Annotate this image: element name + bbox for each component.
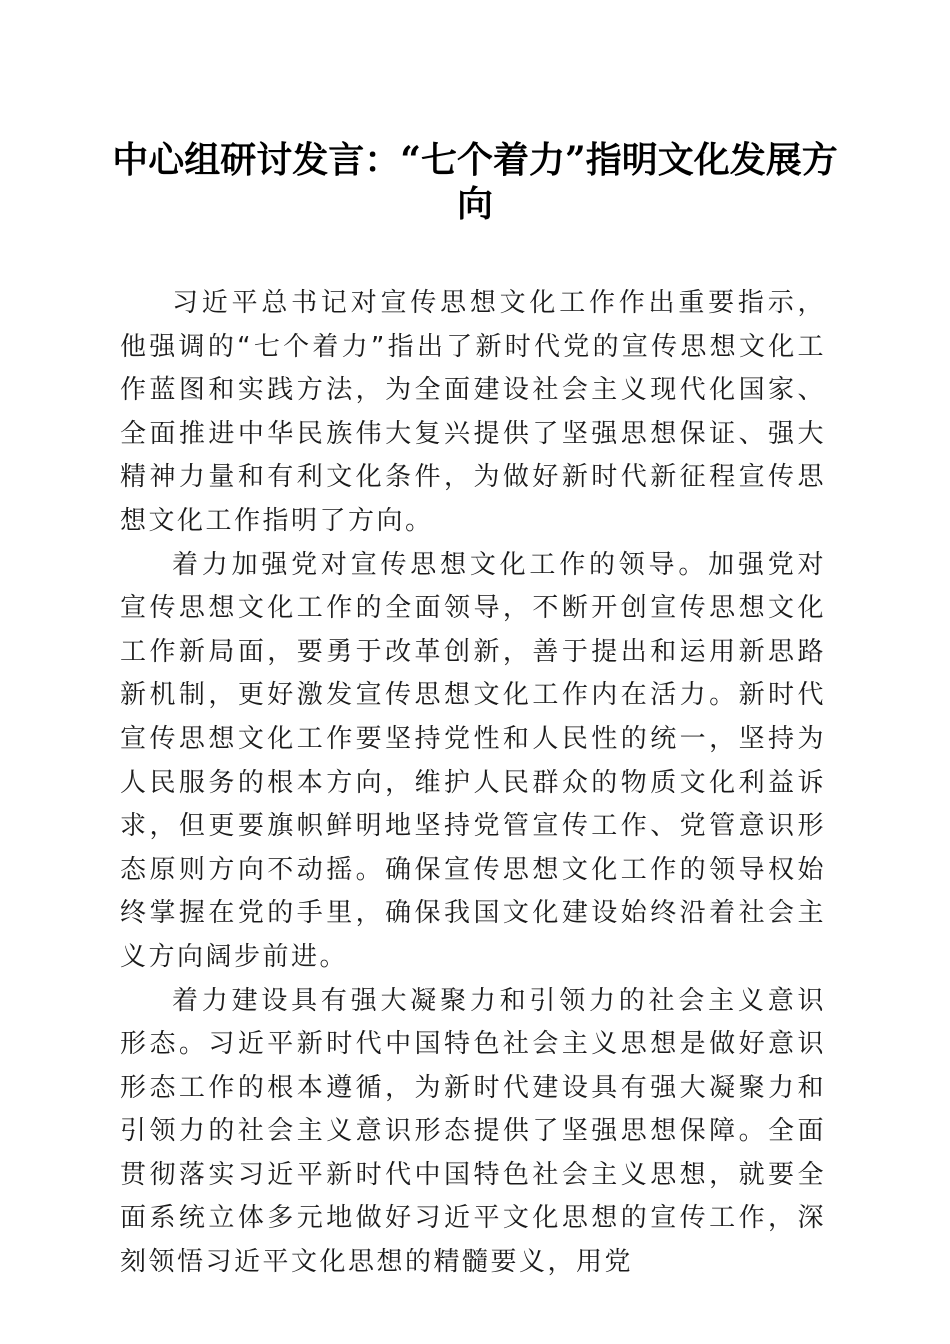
paragraph: 习近平总书记对宣传思想文化工作作出重要指示，他强调的“七个着力”指出了新时代党的宣传思想文化工作蓝图和实践方法，为全面建设社会主义现代化国家、全面推进中华民族伟大复兴提供了坚强思想保证、强大精神力量和有利文化条件，为做好新时代新征程宣传思想文化工作指明了方向。 bbox=[120, 288, 826, 536]
paragraph: 着力加强党对宣传思想文化工作的领导。加强党对宣传思想文化工作的全面领导，不断开创宣传思想文化工作新局面，要勇于改革创新，善于提出和运用新思路新机制，更好激发宣传思想文化工作内在活力。新时代宣传思想文化工作要坚持党性和人民性的统一，坚持为人民服务的根本方向，维护人民群众的物质文化利益诉求，但更要旗帜鲜明地坚持党管宣传工作、党管意识形态原则方向不动摇。确保宣传思想文化工作的领导权始终掌握在党的手里，确保我国文化建设始终沿着社会主义方向阔步前进。 bbox=[120, 549, 826, 972]
document-body bbox=[120, 282, 826, 1285]
document-title: 中心组研讨发言：“七个着力”指明文化发展方向 bbox=[112, 139, 838, 225]
paragraph: 着力建设具有强大凝聚力和引领力的社会主义意识形态。习近平新时代中国特色社会主义思想是做好意识形态工作的根本遵循，为新时代建设具有强大凝聚力和引领力的社会主义意识形态提供了坚强思想保障。全面贯彻落实习近平新时代中国特色社会主义思想，就要全面系统立体多元地做好习近平文化思想的宣传工作，深刻领悟习近平文化思想的精髓要义，用党 bbox=[120, 985, 826, 1278]
